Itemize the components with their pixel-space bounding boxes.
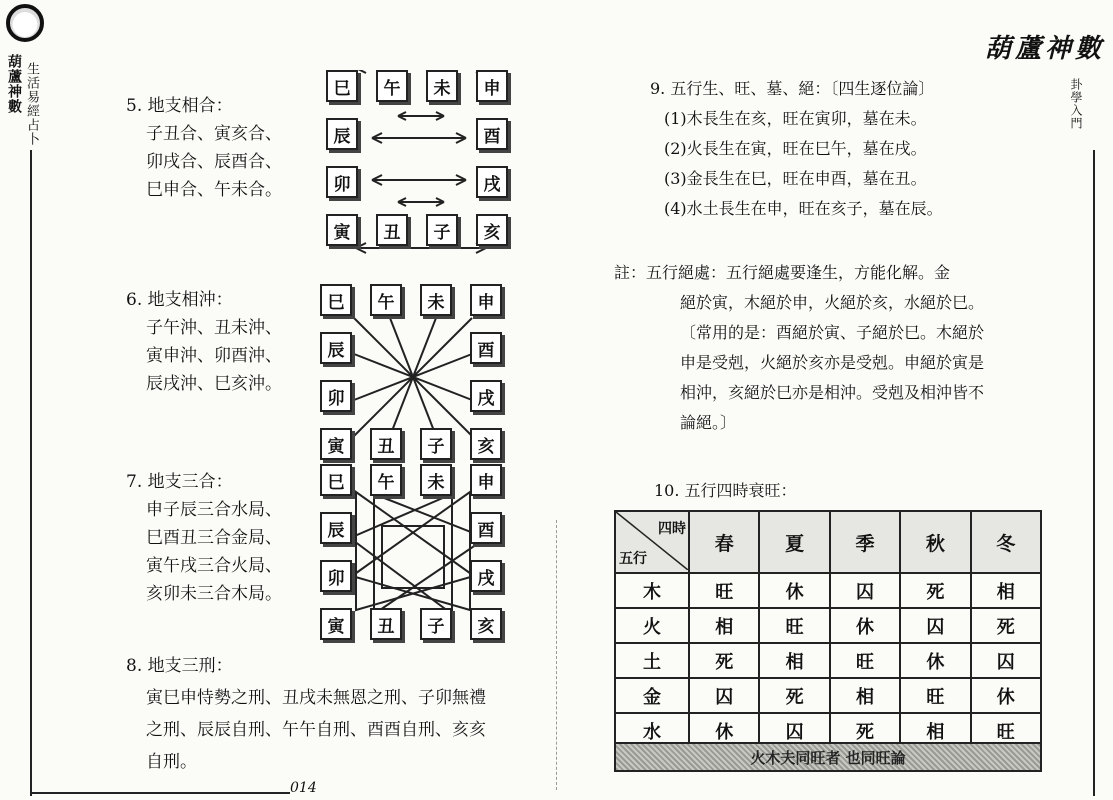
state-cell: 休 [971,678,1041,713]
left-subtitle: 生活易經占卜 [24,62,39,146]
section-7-line: 申子辰三合水局、 [146,500,282,520]
state-cell: 相 [830,678,900,713]
corner-label-seasons: 四時 [658,521,686,537]
state-cell: 相 [759,643,829,678]
branch-box: 子 [426,214,458,246]
sanhe-diagram [320,464,506,650]
note-line: 申是受剋，火絕於亥亦是受剋。申絕於寅是 [680,353,985,372]
state-cell: 死 [971,608,1041,643]
section-9-line: (3)金長生在巳，旺在申酉，墓在丑。 [664,169,927,188]
section-6-line: 寅申沖、卯酉沖、 [146,346,282,366]
state-cell: 旺 [971,713,1041,748]
branch-box: 丑 [376,214,408,246]
table-footer-note: 火木夫同旺者 也同旺論 [614,742,1042,772]
branch-box: 丑 [370,428,402,460]
branch-box: 辰 [320,332,352,364]
table-row [615,573,1041,608]
state-cell: 死 [830,713,900,748]
section-8-line: 自刑。 [146,752,197,772]
branch-box: 辰 [326,118,358,150]
state-cell: 相 [971,573,1041,608]
state-cell: 相 [689,608,759,643]
section-8 [126,650,486,778]
branch-box: 亥 [476,214,508,246]
state-cell: 休 [830,608,900,643]
section-8-heading: 8. 地支三刑： [126,656,233,676]
branch-box: 未 [420,284,452,316]
element-label: 土 [615,643,689,678]
section-5 [126,92,282,204]
branch-box: 酉 [476,118,508,150]
branch-box: 申 [476,70,508,102]
chong-clash-diagram [320,284,506,470]
section-7-line: 亥卯未三合木局。 [146,584,282,604]
state-cell: 死 [759,678,829,713]
right-subtitle: 卦學入門 [1069,78,1083,130]
state-cell: 旺 [759,608,829,643]
branch-box: 酉 [470,512,502,544]
left-margin-rule [30,150,32,796]
season-header: 季 [830,511,900,573]
branch-box: 戌 [470,560,502,592]
branch-box: 巳 [320,464,352,496]
section-9-line: (2)火長生在寅，旺在巳午，墓在戌。 [664,139,927,158]
section-9-heading: 9. 五行生、旺、墓、絕：〔四生逐位論〕 [650,79,935,98]
table-row [615,608,1041,643]
section-5-heading: 5. 地支相合： [126,96,233,116]
branch-box: 卯 [320,560,352,592]
section-5-line: 子丑合、寅亥合、 [146,124,282,144]
element-label: 水 [615,713,689,748]
branch-box: 寅 [320,428,352,460]
section-5-line: 卯戌合、辰酉合、 [146,152,282,172]
page-spine [556,520,559,790]
branch-box: 巳 [326,70,358,102]
branch-box: 午 [376,70,408,102]
state-cell: 休 [759,573,829,608]
branch-box: 子 [420,428,452,460]
branch-box: 子 [420,608,452,640]
corner-label-elements: 五行 [619,551,647,567]
section-8-line: 之刑、辰辰自刑、午午自刑、酉酉自刑、亥亥 [146,720,486,740]
section-7-line: 巳酉丑三合金局、 [146,528,282,548]
season-header: 夏 [759,511,829,573]
element-label: 火 [615,608,689,643]
section-5-line: 巳申合、午未合。 [146,180,282,200]
note-line: 相沖，亥絕於巳亦是相沖。受剋及相沖皆不 [680,383,985,402]
section-10-heading: 10. 五行四時衰旺： [654,481,797,500]
note-line: 註：五行絕處：五行絕處要逢生，方能化解。金 [614,263,951,282]
table-row [615,643,1041,678]
section-9 [650,74,943,224]
branch-box: 巳 [320,284,352,316]
branch-box: 未 [426,70,458,102]
state-cell: 囚 [971,643,1041,678]
state-cell: 相 [900,713,970,748]
state-cell: 死 [900,573,970,608]
branch-box: 申 [470,464,502,496]
note-block [614,258,984,438]
branch-box: 午 [370,464,402,496]
book-title-header: 葫蘆神數 [984,34,1105,64]
state-cell: 旺 [830,643,900,678]
branch-box: 卯 [320,380,352,412]
branch-box: 丑 [370,608,402,640]
branch-box: 寅 [326,214,358,246]
table-header-row [615,511,1041,573]
season-header: 冬 [971,511,1041,573]
wuxing-season-table [614,510,1042,749]
state-cell: 旺 [900,678,970,713]
section-6-line: 辰戌沖、巳亥沖。 [146,374,282,394]
branch-box: 酉 [470,332,502,364]
book-emblem-icon [6,4,44,42]
section-9-line: (4)水土長生在申，旺在亥子，墓在辰。 [664,199,943,218]
corner-cell [615,511,689,573]
branch-box: 戌 [476,166,508,198]
state-cell: 死 [689,643,759,678]
section-8-line: 寅巳申恃勢之刑、丑戌未無恩之刑、子卯無禮 [146,688,486,708]
branch-box: 午 [370,284,402,316]
state-cell: 休 [689,713,759,748]
bottom-rule [30,792,290,794]
right-margin-rule [1093,150,1095,796]
section-7-heading: 7. 地支三合： [126,472,233,492]
element-label: 金 [615,678,689,713]
state-cell: 囚 [759,713,829,748]
state-cell: 囚 [900,608,970,643]
branch-box: 未 [420,464,452,496]
table-row [615,678,1041,713]
element-label: 木 [615,573,689,608]
note-line: 絕於寅，木絕於申，火絕於亥，水絕於巳。 [680,293,985,312]
section-6-heading: 6. 地支相沖： [126,290,233,310]
branch-box: 卯 [326,166,358,198]
left-book-title: 葫蘆神數 [6,54,22,114]
note-line: 論絕。〕 [680,413,737,432]
state-cell: 囚 [689,678,759,713]
state-cell: 休 [900,643,970,678]
branch-box: 亥 [470,608,502,640]
section-7-line: 寅午戌三合火局、 [146,556,282,576]
he-combination-diagram [326,70,512,256]
section-6 [126,286,282,398]
section-9-line: (1)木長生在亥，旺在寅卯，墓在未。 [664,109,927,128]
state-cell: 囚 [830,573,900,608]
branch-box: 辰 [320,512,352,544]
branch-box: 戌 [470,380,502,412]
state-cell: 旺 [689,573,759,608]
branch-box: 申 [470,284,502,316]
section-7 [126,468,282,608]
note-line: 〔常用的是：酉絕於寅、子絕於巳。木絕於 [680,323,985,342]
page-number: 014 [290,780,317,796]
branch-box: 亥 [470,428,502,460]
branch-box: 寅 [320,608,352,640]
section-6-line: 子午沖、丑未沖、 [146,318,282,338]
season-header: 秋 [900,511,970,573]
season-header: 春 [689,511,759,573]
